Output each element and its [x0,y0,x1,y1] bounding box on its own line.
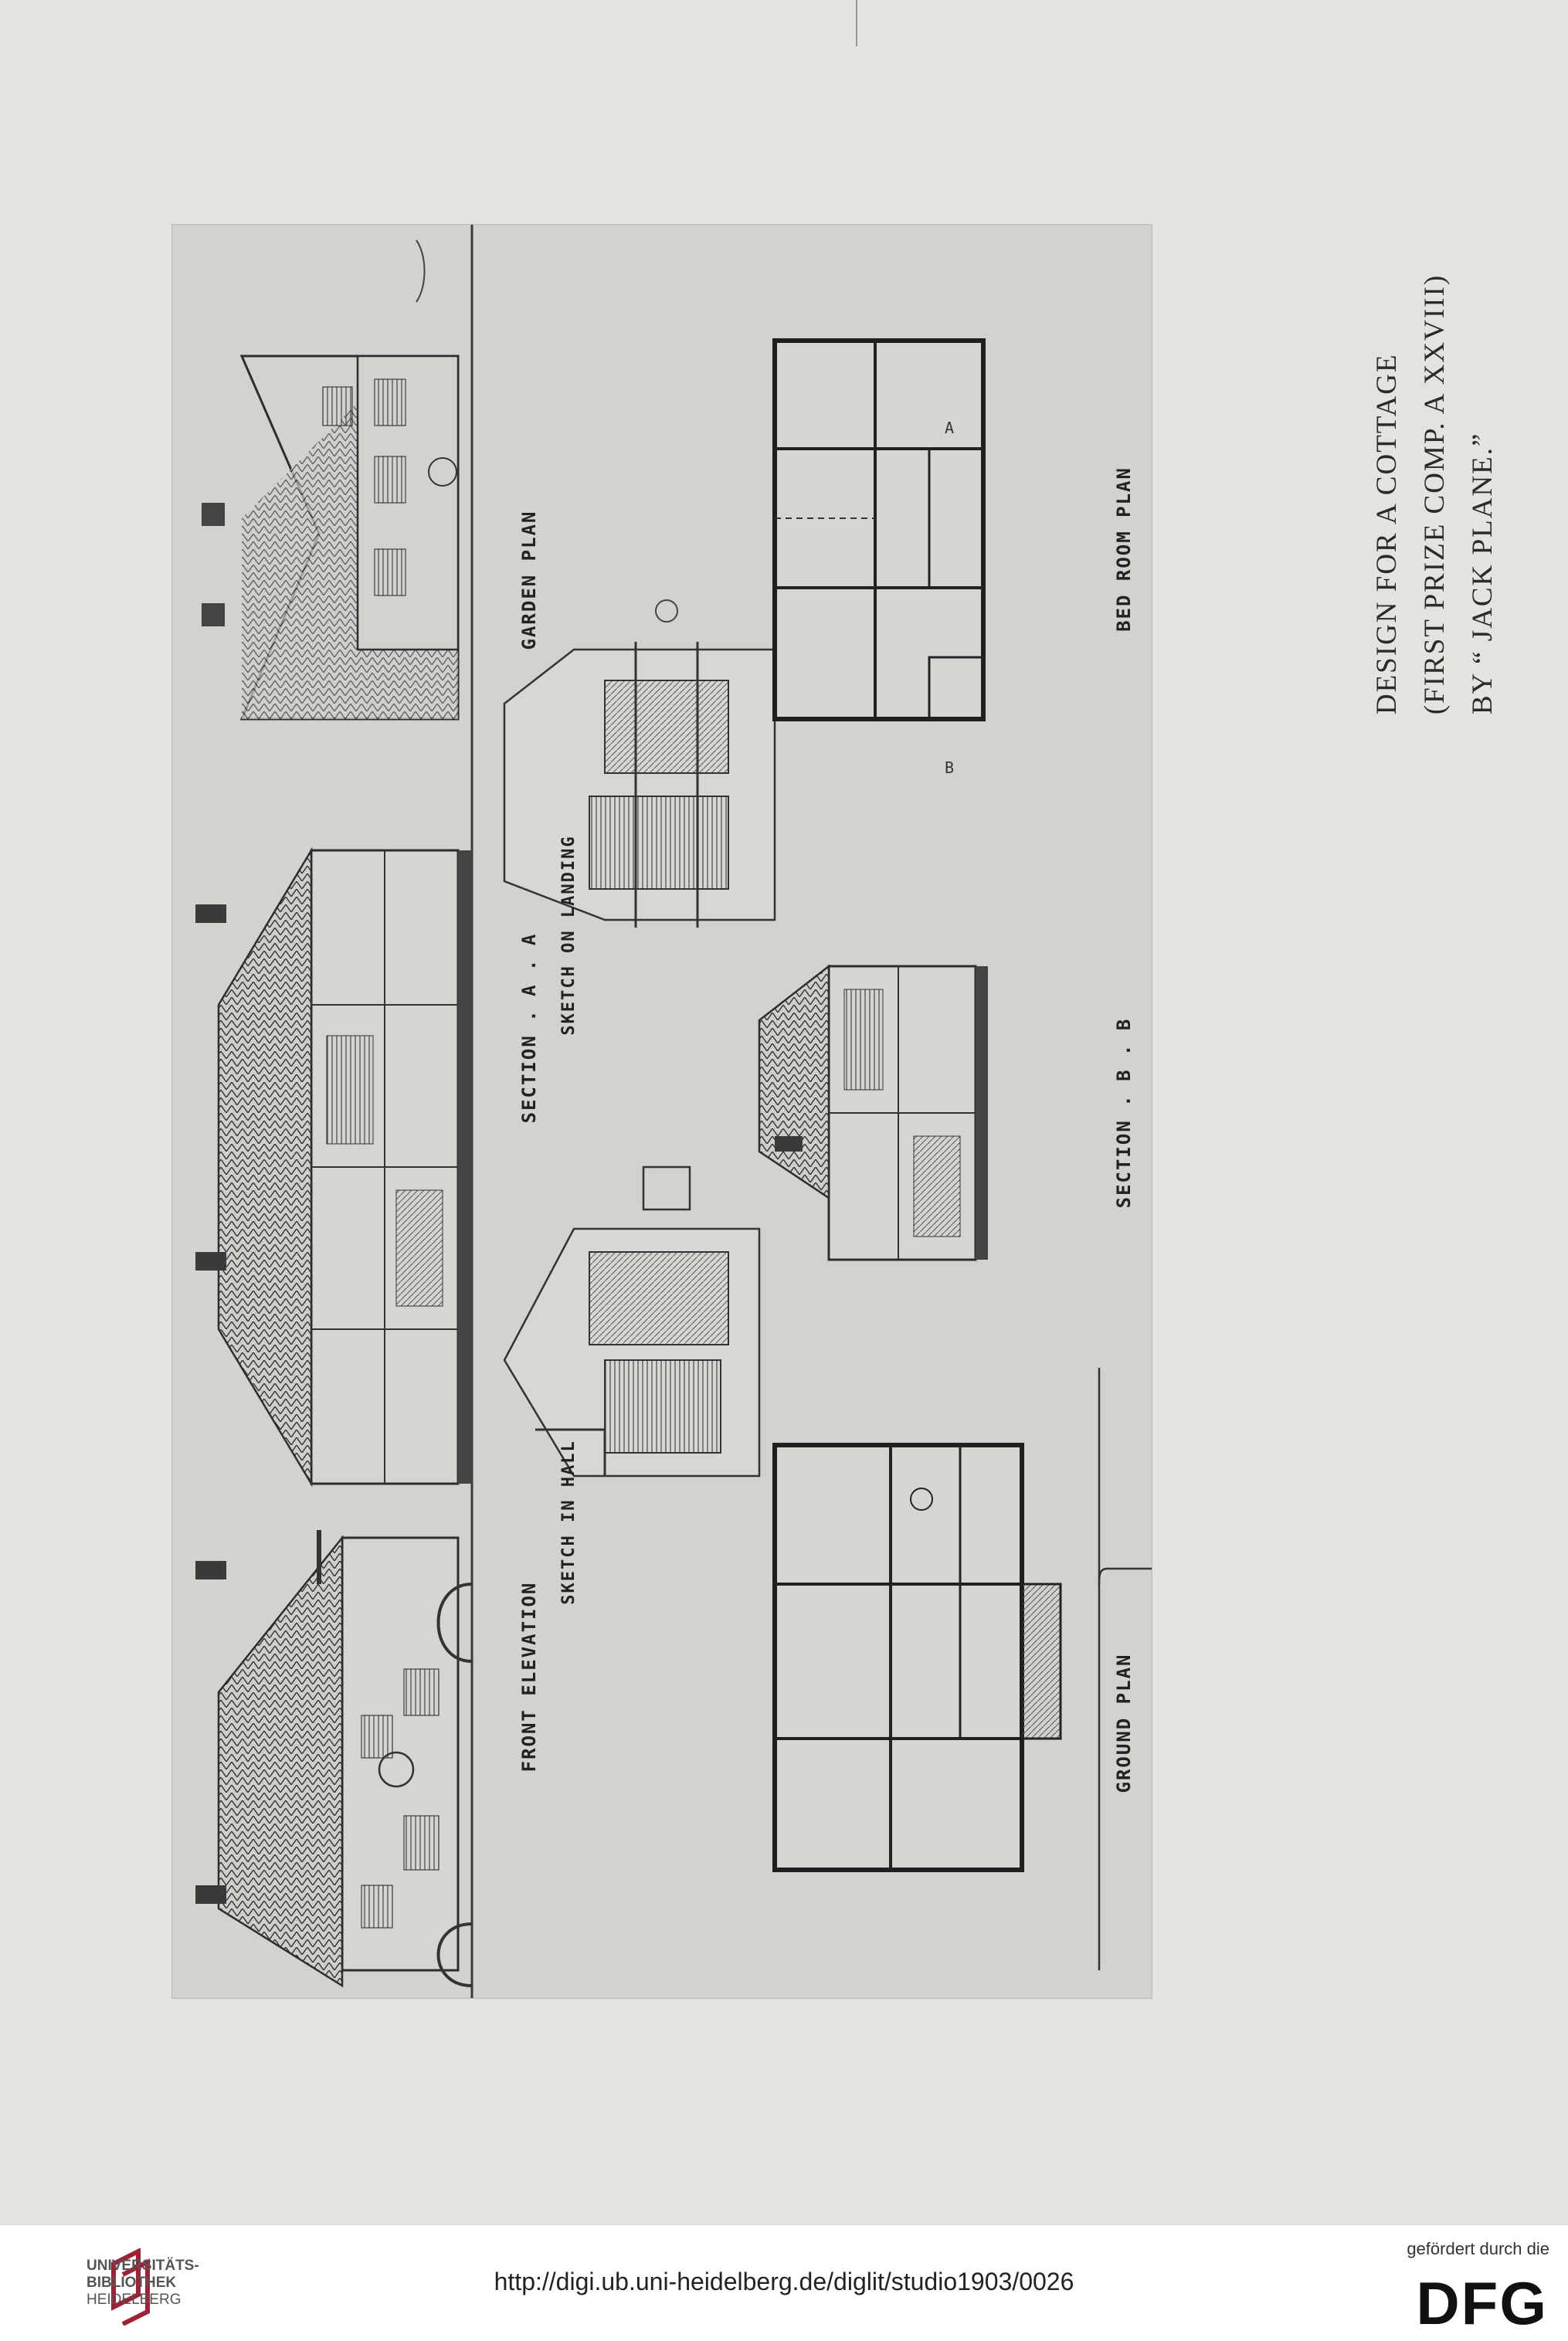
ground-plan-label: GROUND PLAN [1113,1653,1135,1793]
plate-drawings [172,225,1152,1998]
garden-plan-label: GARDEN PLAN [518,510,540,650]
section-marker-b: B [945,758,955,777]
architectural-plate [171,224,1152,1999]
section-bb-drawing [759,966,988,1260]
funding-note: gefördert durch die [1407,2239,1549,2258]
library-line-3: HEIDELBERG [87,2292,182,2308]
front-elevation-drawing [195,1530,472,1986]
gutter-mark [856,0,857,46]
caption-line-2: (FIRST PRIZE COMP. A XXVIII) [1419,273,1451,715]
sketch-in-hall-drawing [504,1167,759,1476]
permalink-url[interactable]: http://digi.ub.uni-heidelberg.de/diglit/studio1903/0026 [494,2268,1074,2295]
library-line-2: BIBLIOTHEK [87,2275,177,2291]
caption-line-3: BY “ JACK PLANE.” [1467,432,1498,715]
bed-room-plan-label: BED ROOM PLAN [1113,467,1135,632]
front-elevation-label: FRONT ELEVATION [518,1581,540,1773]
section-bb-label: SECTION . B . B [1113,1017,1135,1209]
library-line-1: UNIVERSITÄTS- [87,2258,199,2274]
section-aa-drawing [195,850,472,1484]
bed-room-plan-drawing [775,341,983,777]
sketch-on-landing-drawing [504,600,775,928]
section-aa-label: SECTION . A . A [518,932,540,1124]
garden-elevation-drawing [202,240,458,719]
sketch-hall-label: SKETCH IN HALL [559,1440,579,1605]
plate-caption [1363,274,1507,714]
sketch-landing-label: SKETCH ON LANDING [559,835,579,1036]
caption-line-1: DESIGN FOR A COTTAGE [1371,353,1403,715]
ground-plan-drawing [775,1368,1152,1970]
digitization-footer [0,2224,1568,2341]
dfg-logo[interactable]: DFG [1416,2269,1548,2337]
section-marker-a: A [945,419,955,437]
